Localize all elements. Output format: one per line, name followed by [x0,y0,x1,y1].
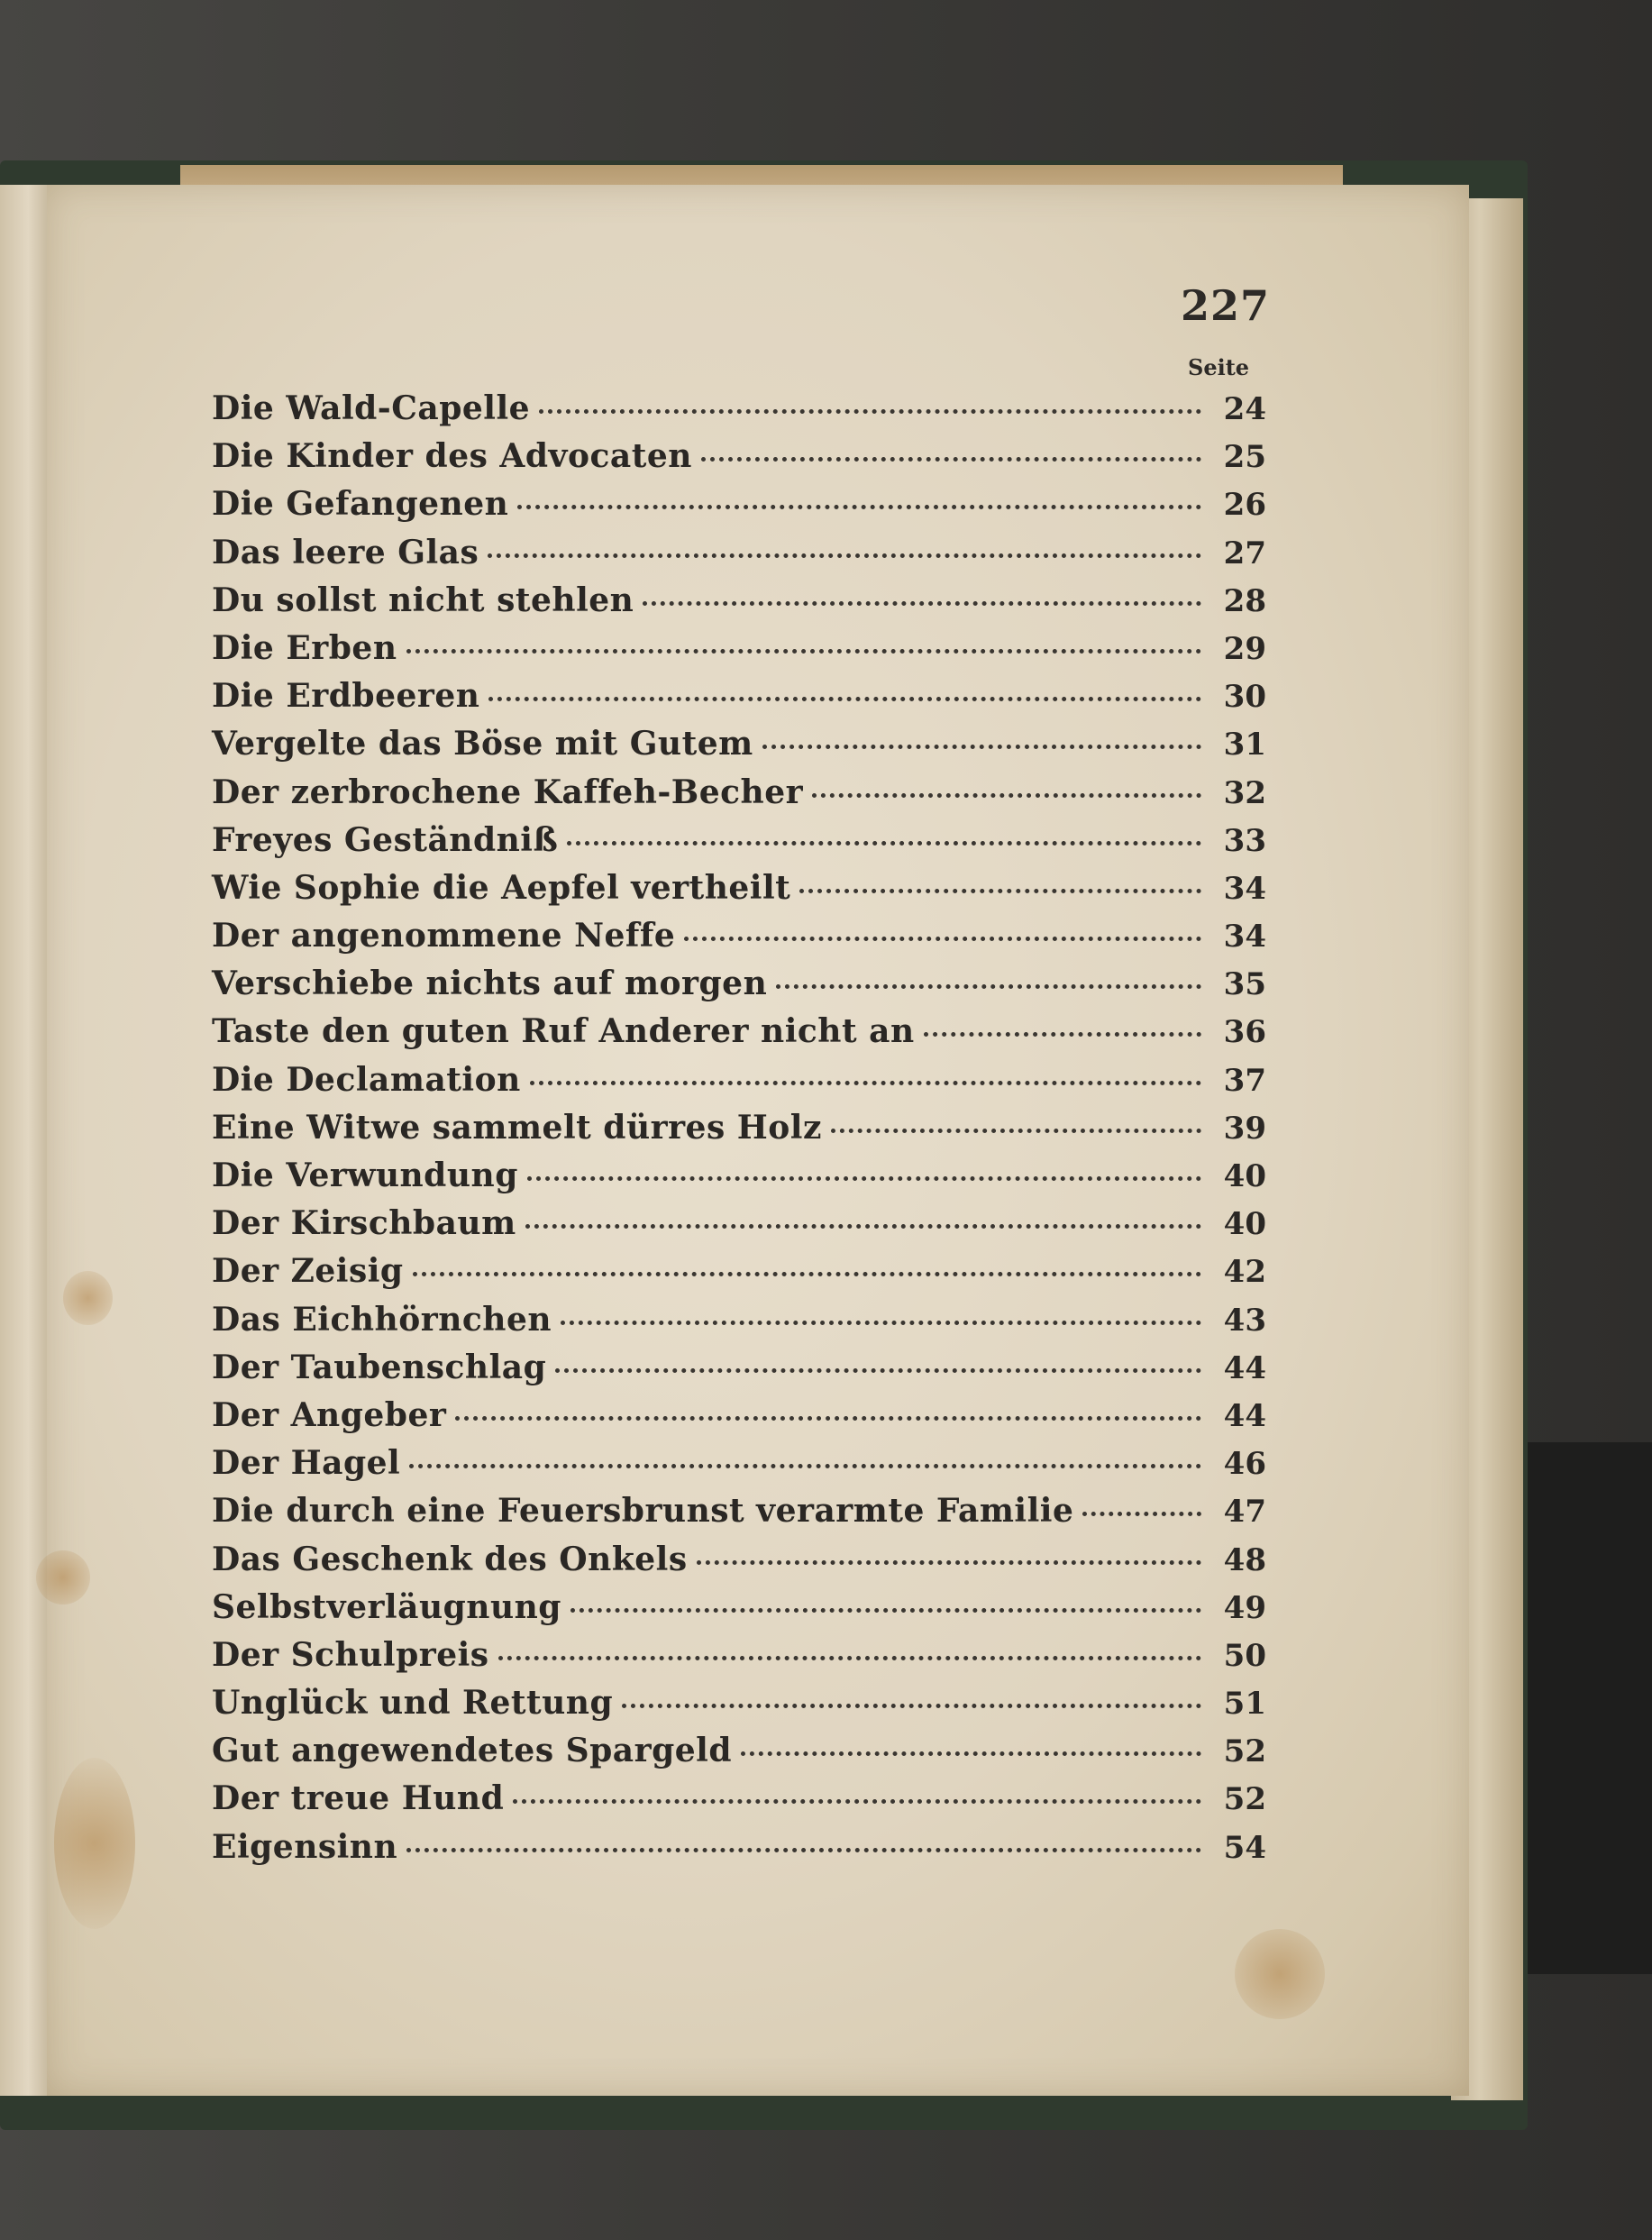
dot-leader [555,1368,1201,1373]
toc-entry [212,389,1266,437]
dot-leader [762,745,1201,749]
toc-entry [212,1396,1266,1444]
toc-entry-page: 54 [1223,1829,1266,1866]
toc-entry-page: 31 [1223,727,1266,763]
toc-entry-title: Die Erben [212,628,397,667]
toc-entry [212,1061,1266,1109]
foxing-stain [36,1550,90,1605]
toc-entry-title: Du sollst nicht stehlen [212,581,634,619]
toc-entry-page: 40 [1223,1158,1266,1194]
toc-entry [212,869,1266,917]
toc-entry [212,1636,1266,1684]
dot-leader [406,1848,1201,1852]
toc-entry-title: Der Angeber [212,1395,447,1434]
toc-entry-page: 28 [1223,582,1266,619]
dot-leader [570,1608,1201,1613]
toc-entry-title: Vergelte das Böse mit Gutem [212,725,753,763]
toc-entry-title: Die durch eine Feuersbrunst verarmte Familie [212,1492,1074,1531]
toc-entry-title: Der angenommene Neffe [212,917,676,955]
toc-entry-page: 50 [1223,1637,1266,1674]
toc-entry-page: 49 [1223,1589,1266,1626]
toc-entry [212,1492,1266,1540]
toc-entry-page: 37 [1223,1062,1266,1099]
toc-entry [212,773,1266,821]
foxing-stain [1235,1929,1325,2019]
dot-leader [924,1032,1201,1037]
toc-entry [212,1444,1266,1492]
dot-leader [567,841,1201,846]
dot-leader [413,1272,1201,1276]
toc-entry [212,1252,1266,1300]
dot-leader [409,1464,1201,1468]
toc-entry-title: Der Schulpreis [212,1635,489,1674]
toc-entry-title: Der Hagel [212,1444,401,1483]
dot-leader [1082,1512,1201,1516]
toc-entry [212,1828,1266,1876]
toc-entry [212,1541,1266,1588]
dot-leader [488,553,1201,558]
dot-leader [561,1321,1201,1325]
toc-entry-title: Gut angewendetes Spargeld [212,1732,733,1770]
toc-entry-title: Der treue Hund [212,1779,505,1818]
dot-leader [527,1176,1201,1181]
toc-entry [212,725,1266,773]
toc-entry-title: Eine Witwe sammelt dürres Holz [212,1108,822,1147]
toc-entry-title: Der Zeisig [212,1252,404,1291]
dot-leader [525,1224,1201,1229]
page-column-label: Seite [1188,354,1250,380]
toc-entry [212,1109,1266,1157]
toc-entry-title: Die Wald-Capelle [212,389,531,427]
toc-entry-page: 51 [1223,1686,1266,1723]
dot-leader [517,505,1201,509]
dot-leader [498,1656,1201,1660]
toc-entry-title: Die Gefangenen [212,485,509,524]
toc-entry-page: 32 [1223,774,1266,811]
toc-entry-page: 30 [1223,679,1266,716]
toc-entry [212,917,1266,965]
toc-entry-page: 44 [1223,1349,1266,1386]
toc-entry-title: Taste den guten Ruf Anderer nicht an [212,1012,915,1051]
dot-leader [643,601,1201,606]
dot-leader [488,697,1201,701]
toc-entry-title: Das Eichhörnchen [212,1300,552,1339]
dot-leader [513,1799,1201,1804]
toc-entry [212,1779,1266,1827]
toc-entry-title: Der zerbrochene Kaffeh-Becher [212,773,804,811]
dot-leader [812,793,1201,798]
toc-entry [212,965,1266,1012]
toc-entry [212,629,1266,677]
toc-entry-page: 46 [1223,1446,1266,1483]
toc-entry [212,1301,1266,1349]
toc-entry [212,1349,1266,1396]
toc-entry [212,1684,1266,1732]
toc-entry-page: 36 [1223,1014,1266,1051]
toc-entry [212,485,1266,533]
toc-entry [212,821,1266,869]
dot-leader [455,1416,1201,1421]
toc-entry-page: 40 [1223,1206,1266,1243]
toc-entry-page: 47 [1223,1494,1266,1531]
toc-entry-title: Die Kinder des Advocaten [212,437,692,476]
toc-entry-title: Der Kirschbaum [212,1204,516,1243]
facing-page-edge [0,185,47,2096]
toc-entry [212,581,1266,629]
toc-entry-title: Selbstverläugnung [212,1587,561,1626]
dot-leader [539,409,1201,414]
toc-entry-title: Unglück und Rettung [212,1684,614,1723]
toc-entry-page: 24 [1223,391,1266,427]
dot-leader [697,1560,1201,1565]
toc-entry-title: Das Geschenk des Onkels [212,1540,688,1578]
toc-entry-page: 34 [1223,870,1266,907]
dot-leader [741,1751,1201,1756]
dot-leader [701,457,1201,462]
toc-entry-page: 43 [1223,1302,1266,1339]
toc-entry-page: 52 [1223,1781,1266,1818]
page-number: 227 [1181,281,1271,330]
toc-entry [212,1204,1266,1252]
toc-entry [212,1588,1266,1636]
toc-entry-title: Der Taubenschlag [212,1348,547,1386]
dot-leader [776,984,1201,989]
toc-entry-page: 34 [1223,919,1266,955]
scanner-backdrop [1508,1442,1652,1974]
toc-entry-page: 25 [1223,439,1266,476]
toc-entry-title: Freyes Geständniß [212,820,559,859]
toc-entry-page: 52 [1223,1733,1266,1770]
table-of-contents [212,389,1266,1876]
toc-entry [212,1012,1266,1060]
toc-entry-title: Die Declamation [212,1060,521,1099]
toc-entry [212,437,1266,485]
toc-entry-page: 44 [1223,1397,1266,1434]
toc-entry-page: 42 [1223,1254,1266,1291]
toc-entry-page: 39 [1223,1110,1266,1147]
dot-leader [831,1129,1201,1133]
toc-entry-page: 33 [1223,822,1266,859]
toc-entry [212,534,1266,581]
toc-entry [212,1157,1266,1204]
foxing-stain [54,1758,135,1929]
toc-entry [212,1732,1266,1779]
toc-entry [212,677,1266,725]
toc-entry-title: Die Erdbeeren [212,677,480,716]
toc-entry-title: Das leere Glas [212,533,479,571]
toc-entry-title: Wie Sophie die Aepfel vertheilt [212,868,791,907]
dot-leader [799,889,1201,893]
toc-entry-title: Verschiebe nichts auf morgen [212,965,768,1003]
toc-entry-page: 29 [1223,630,1266,667]
toc-entry-page: 26 [1223,487,1266,524]
toc-entry-title: Eigensinn [212,1827,398,1866]
dot-leader [530,1081,1201,1085]
toc-entry-page: 35 [1223,966,1266,1003]
dot-leader [622,1704,1201,1708]
toc-entry-title: Die Verwundung [212,1157,518,1194]
dot-leader [684,937,1201,941]
foxing-stain [63,1271,113,1325]
toc-entry-page: 27 [1223,535,1266,571]
dot-leader [406,649,1202,654]
toc-entry-page: 48 [1223,1541,1266,1578]
